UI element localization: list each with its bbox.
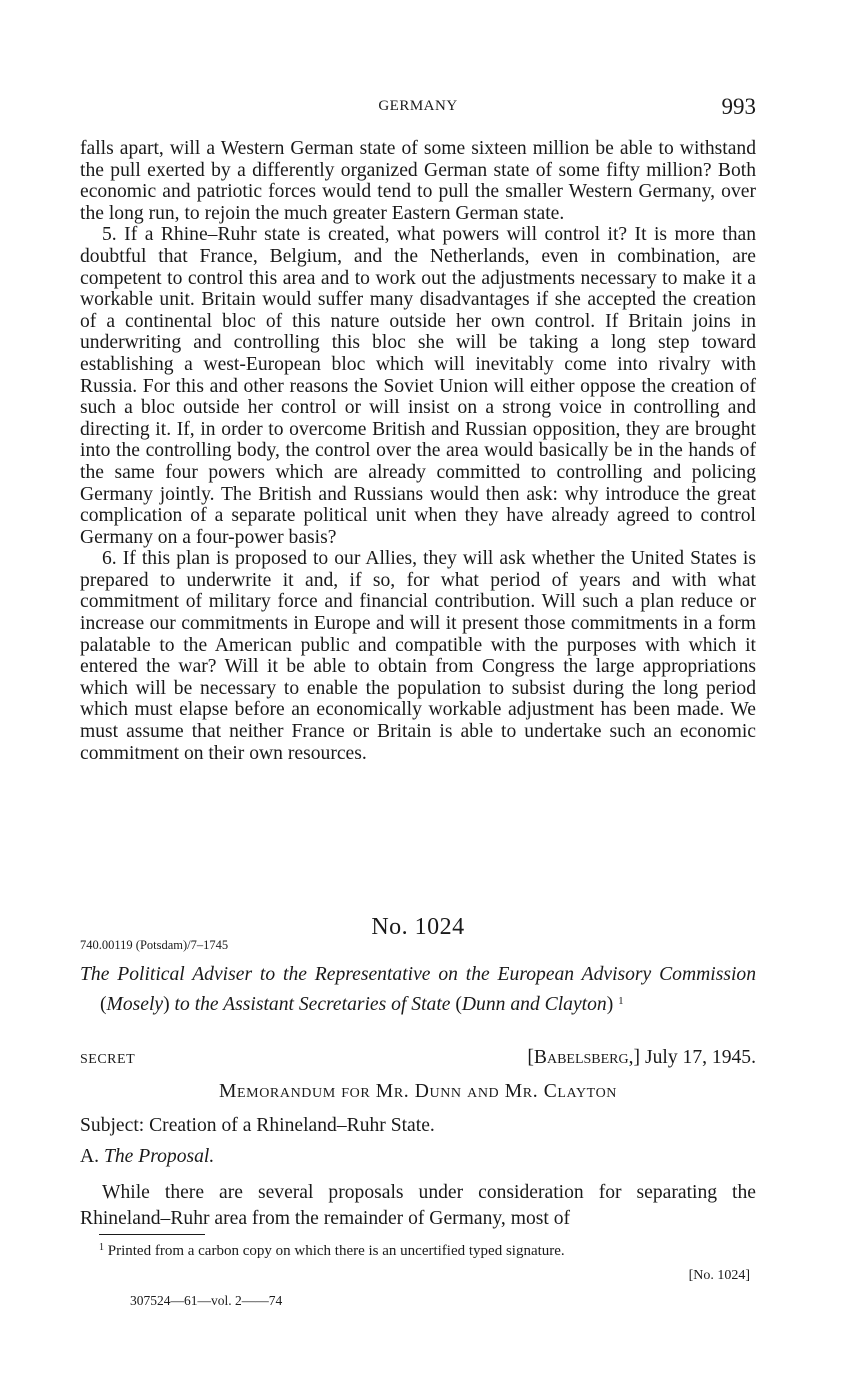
title-name-mosely: Mosely: [106, 994, 164, 1015]
running-title: GERMANY: [378, 98, 458, 114]
paragraph-6: 6. If this plan is proposed to our Allies, they will ask whether the United States is prepared to underwrite it and, if so, for what period of years and with what commitment of military force and financial contribution. Will such a plan reduce or increase our commitments in Europe and will it present those commitments in a form palatable to the American public and compatible with the purposes with which it entered the war? Will it be able to obtain from Congress the large appropriations which will be necessary to enable the population to subsist during the long period which must elapse before an economically workable adjustment has been made. We must assume that neither France or Britain is able to undertake such an economic commitment on their own resources.: [80, 548, 756, 764]
file-number: 740.00119 (Potsdam)/7–1745: [80, 938, 229, 952]
footnote-text: Printed from a carbon copy on which there is an uncertified typed signature.: [104, 1243, 565, 1259]
dateline-date: July 17, 1945.: [640, 1047, 756, 1068]
running-head: [80, 94, 756, 120]
section-heading: [80, 1146, 214, 1168]
paragraph-5: 5. If a Rhine–Ruhr state is created, what powers will control it? It is more than doubtful that France, Belgium, and the Netherlands, even in combination, are competent to control this area and to work out the adjustments necessary to make it a workable unit. Britain would suffer many disadvantages if she accepted the creation of a continental bloc of this nature outside her own control. If Britain joins in underwriting and controlling this bloc she will be taking a long step toward establishing a west-European bloc which will inevitably come into rivalry with Russia. For this and other reasons the Soviet Union will either oppose the creation of such a bloc outside her control or will insist on a strong voice in controlling and directing it. If, in order to overcome British and Russian opposition, they are brought into the controlling body, the control over the area would basically be in the hands of the same four powers which are already committed to controlling and policing Germany jointly. The British and Russians would then ask: why introduce the great complication of a separate political unit when they have already agreed to control Germany on a four-power basis?: [80, 224, 756, 548]
footnote: [99, 1242, 565, 1260]
section-letter: A.: [80, 1146, 104, 1167]
subject-line: Subject: Creation of a Rhineland–Ruhr State.: [80, 1115, 435, 1136]
footnote-divider: [99, 1234, 205, 1235]
title-text: The Political Adviser to the Representative on the European Advisory Commission: [80, 964, 756, 985]
title-paren-open: (: [100, 994, 107, 1015]
title-paren-close: ): [606, 994, 614, 1015]
print-code: 307524—61—vol. 2——74: [130, 1293, 283, 1308]
page-number: 993: [721, 94, 756, 119]
title-name-dunn-clayton: Dunn and Clayton: [461, 994, 607, 1015]
title-paren-open: (: [455, 994, 462, 1015]
body-text: [80, 138, 756, 764]
title-paren-close: ): [163, 994, 170, 1015]
classification-label: SECRET: [80, 1052, 136, 1067]
footer-document-reference: [No. 1024]: [688, 1268, 750, 1283]
document-number: No. 1024: [371, 914, 465, 940]
title-text-continued: to the Assistant Secretaries of State: [169, 994, 456, 1015]
dateline: [527, 1047, 756, 1069]
memo-heading: Memorandum for Mr. Dunn and Mr. Clayton: [219, 1081, 617, 1102]
footnote-reference[interactable]: 1: [618, 995, 624, 1007]
dateline-place: [Babelsberg,]: [527, 1047, 641, 1068]
footnote-marker: 1: [99, 1242, 104, 1253]
paragraph-continued: falls apart, will a Western German state of some sixteen million be able to withstand the pull exerted by a differently organized German state of some fifty million? Both economic and patriotic forces would tend to pull the smaller Western Germany, over the long run, to rejoin the much greater Eastern German state.: [80, 138, 756, 224]
document-title: [80, 962, 756, 1018]
section-title: The Proposal.: [103, 1146, 215, 1167]
memo-paragraph: While there are several proposals under consideration for separating the Rhineland–Ruhr area from the remainder of Germany, most of: [80, 1182, 756, 1229]
